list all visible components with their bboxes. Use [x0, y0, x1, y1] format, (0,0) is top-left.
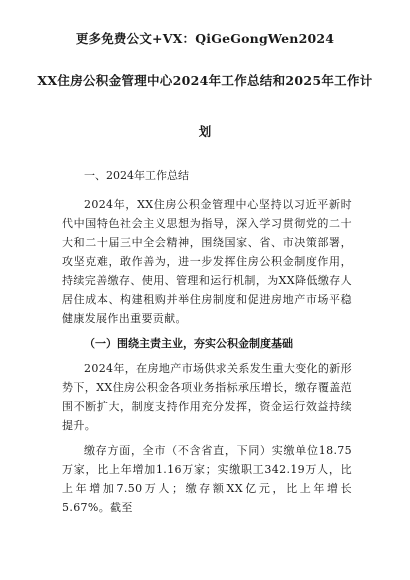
body-paragraph: 缴存方面，全市（不含省直，下同）实缴单位18.75万家，比上年增加1.16万家；实缴职工342.19万人，比上年增加7.50万人；缴存额XX亿元，比上年增长5.67%。截至 — [62, 444, 352, 514]
section-heading: 一、2024年工作总结 — [84, 169, 189, 182]
subsection-heading: （一）围绕主责主业，夯实公积金制度基础 — [84, 337, 293, 350]
document-title-line2: 划 — [198, 124, 212, 139]
body-paragraph: 2024年，XX住房公积金管理中心坚持以习近平新时代中国特色社会主义思想为指导，深入学习贯彻党的二十大和二十届三中全会精神，围绕国家、省、市决策部署，攻坚克难，敢作善为，进一步发挥住房公积金制度作用，持续完善缴存、使用、管理和运行机制，为XX降低缴存人居住成本、构建租购并举住房制度和促进房地产市场平稳健康发展作出重要贡献。 — [62, 198, 352, 325]
document-body — [62, 166, 352, 523]
body-paragraph: 2024年，在房地产市场供求关系发生重大变化的新形势下，XX住房公积金各项业务指标承压增长，缴存覆盖范围不断扩大，制度支持作用充分发挥，资金运行效益持续提升。 — [62, 362, 352, 432]
promo-header: 更多免费公文+VX：QiGeGongWen2024 — [75, 31, 335, 46]
document-title-line1: XX住房公积金管理中心2024年工作总结和2025年工作计 — [37, 73, 373, 88]
